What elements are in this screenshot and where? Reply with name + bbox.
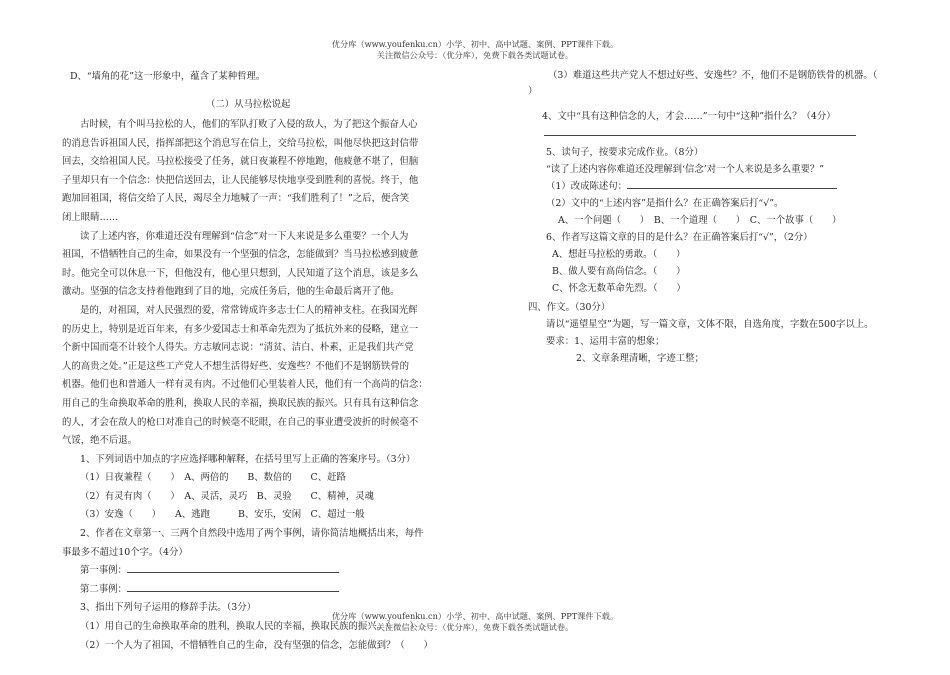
paragraph-line: 闭上眼睛…… bbox=[62, 211, 119, 223]
paragraph-line: 子里却只有一个信念：快把信送回去，让人民能够尽快地享受到胜利的喜悦。终于，他 bbox=[62, 174, 419, 186]
paragraph-line: 气馁，绝不后退。 bbox=[62, 435, 138, 447]
paragraph-line: 个新中国而毫不计较个人得失。方志敏同志说：“清贫、洁白、朴素，正是我们共产党 bbox=[62, 342, 414, 354]
question-1-item: （3）安逸（ ） A、逃跑 B、安乐，安闲 C、超过一般 bbox=[80, 509, 365, 521]
question-5: 5、读句子，按要求完成作业。（8分） bbox=[546, 147, 704, 158]
question-6-option: B、做人要有高尚信念。（ ） bbox=[552, 266, 686, 277]
paragraph-3 bbox=[62, 302, 428, 451]
section-title: （二）从马拉松说起 bbox=[206, 99, 291, 110]
question-5-options: A、一个问题（ ） B、一个道理（ ） C、一个故事（ ） bbox=[558, 215, 842, 226]
right-column bbox=[528, 68, 888, 367]
question-5-block bbox=[528, 144, 888, 367]
question-5-sentence: “读了上述内容你难道还没理解到‘信念’对一个人来说是多么重要？” bbox=[546, 164, 825, 175]
question-5-item-1 bbox=[528, 178, 888, 195]
example-1-row bbox=[62, 562, 424, 581]
paragraph-line: 激动。坚强的信念支持着他跑到了目的地，完成任务后，他的生命最后离开了他。 bbox=[62, 286, 400, 298]
footer-line-1: 优分库（www.youfenku.cn）小学、初中、高中试题、案例、PPT课件下载。 bbox=[331, 611, 619, 621]
header-line-2: 关注微信公众号：（优分库），免费下载各类试题试卷。 bbox=[376, 50, 574, 60]
option-d: D、“墙角的花”这一形象中，蕴含了某种哲理。 bbox=[70, 71, 266, 82]
paragraph-line: 是的，对祖国，对人民强烈的爱，常常铸成许多志士仁人的精神支柱。在我国光辉 bbox=[80, 304, 418, 316]
essay-requirement-1: 要求：1、运用丰富的想象； bbox=[546, 336, 665, 347]
question-3: 3、指出下列句子运用的修辞手法。（3分） bbox=[80, 602, 256, 614]
page-header bbox=[0, 39, 950, 61]
example-2-row bbox=[62, 581, 424, 600]
paragraph-line: 的历史上，特别是近百年来，有多少爱国志士和革命先烈为了抵抗外来的侵略，建立一 bbox=[62, 323, 419, 335]
question-5-item-2: （2）文中的“上述内容”是指什么？在正确答案后打“√”。 bbox=[546, 198, 784, 209]
paragraph-1 bbox=[62, 116, 424, 228]
page-footer bbox=[0, 611, 950, 633]
question-3-item-3-close: ） bbox=[528, 86, 538, 97]
question-1-item: （1）日夜兼程（ ） A、两倍的 B、数倍的 C、赶路 bbox=[80, 472, 346, 484]
paragraph-line: 时。他完全可以休息一下，但他没有，他心里只想到，人民知道了这个消息，该是多么 bbox=[62, 267, 419, 279]
question-6-option: C、怀念无数革命先烈。（ ） bbox=[552, 283, 686, 294]
example-2-label: 第二事例： bbox=[80, 583, 127, 595]
paragraph-line: 机器。他们也和普通人一样有灵有肉。不过他们心里装着人民，他们有一个高尚的信念： bbox=[62, 379, 428, 391]
paragraph-2 bbox=[62, 228, 424, 302]
paragraph-line: 人的高贵之处。”正是这些工产党人不想生活得好些、安逸些？不他们不是钢筋铁骨的 bbox=[62, 360, 409, 372]
question-2-cont: 事最多不超过10个字。（4分） bbox=[62, 546, 188, 558]
paragraph-line: 古时候，有个叫马拉松的人，他们的军队打败了入侵的敌人，为了把这个振奋人心 bbox=[80, 119, 418, 130]
paragraph-line: 读了上述内容，你难道还没有理解到“信念”对一下人来说是多么重要？一个人为 bbox=[80, 230, 409, 242]
paragraph-line: 祖国，不惜牺牲自己的生命，如果没有一个坚强的信念，怎能做到？当马拉松感到疲惫 bbox=[62, 249, 419, 261]
example-1-label: 第一事例： bbox=[80, 565, 127, 577]
example-2-answer-line[interactable] bbox=[127, 582, 339, 592]
left-column bbox=[62, 68, 433, 655]
question-3-item-3: （3）难道这些共产党人不想过好些、安逸些？不，他们不是钢筋铁骨的机器。（ bbox=[548, 70, 878, 81]
question-6: 6、作者写这篇文章的目的是什么？在正确答案后打“√”，（2分） bbox=[546, 232, 813, 243]
question-5-item-1-label: （1）改成陈述句： bbox=[546, 181, 627, 192]
question-6-option: A、想赶马拉松的勇敢。（ ） bbox=[552, 249, 686, 260]
question-1-item: （2）有灵有肉（ ） A、灵活，灵巧 B、灵验 C、精神，灵魂 bbox=[80, 490, 374, 502]
paragraph-line: 的人，才会在敌人的枪口对准自己的时候毫不眨眼，在自己的事业遭受波折的时候毫不 bbox=[62, 416, 419, 428]
paragraph-line: 的消息告诉祖国人民，指挥部把这个消息写在信上，交给马拉松，叫他尽快把这封信带 bbox=[62, 137, 419, 149]
section-4-title: 四、作文。（30分） bbox=[528, 302, 611, 313]
paragraph-line: 用自己的生命换取革命的胜利，换取人民的幸福，换取民族的振兴。只有具有这种信念 bbox=[62, 397, 419, 409]
example-1-answer-line[interactable] bbox=[127, 563, 339, 573]
header-line-1: 优分库（www.youfenku.cn）小学、初中、高中试题、案例、PPT课件下载。 bbox=[331, 39, 619, 49]
question-4-answer-line[interactable] bbox=[544, 134, 856, 136]
essay-requirement-2: 2、文章条理清晰，字迹工整； bbox=[576, 353, 704, 364]
question-1: 1、下列词语中加点的字应选择哪种解释，在括号里写上正确的答案序号。（3分） bbox=[80, 453, 416, 465]
question-3-item: （1）用自己的生命换取革命的胜利，换取人民的幸福，换取民族的振兴。（ ） bbox=[80, 621, 419, 633]
paragraph-line: 回去，交给祖国人民。马拉松接受了任务，就日夜兼程不停地跑，他疲惫不堪了，但脑 bbox=[62, 156, 419, 168]
essay-prompt: 请以“遥望星空”为题，写一篇文章，文体不限，自选角度，字数在500字以上。 bbox=[546, 319, 874, 330]
question-5-item-1-answer-line[interactable] bbox=[627, 179, 837, 189]
question-2: 2、作者在文章第一、三两个自然段中选用了两个事例，请你简洁地概括出来，每件 bbox=[80, 528, 424, 540]
paragraph-line: 跑加回祖国，将信交给了人民，竭尽全力地喊了一声：“我们胜利了！”之后，便含笑 bbox=[62, 193, 410, 205]
footer-line-2: 关注微信公众号：（优分库），免费下载各类试题试卷。 bbox=[376, 622, 574, 632]
question-4: 4、文中“具有这种信念的人，才会……”一句中“这种”指什么？（4分） bbox=[542, 111, 836, 122]
question-3-item: （2）一个人为了祖国，不惜牺牲自己的生命，没有坚强的信念，怎能做到？（ ） bbox=[80, 639, 433, 651]
